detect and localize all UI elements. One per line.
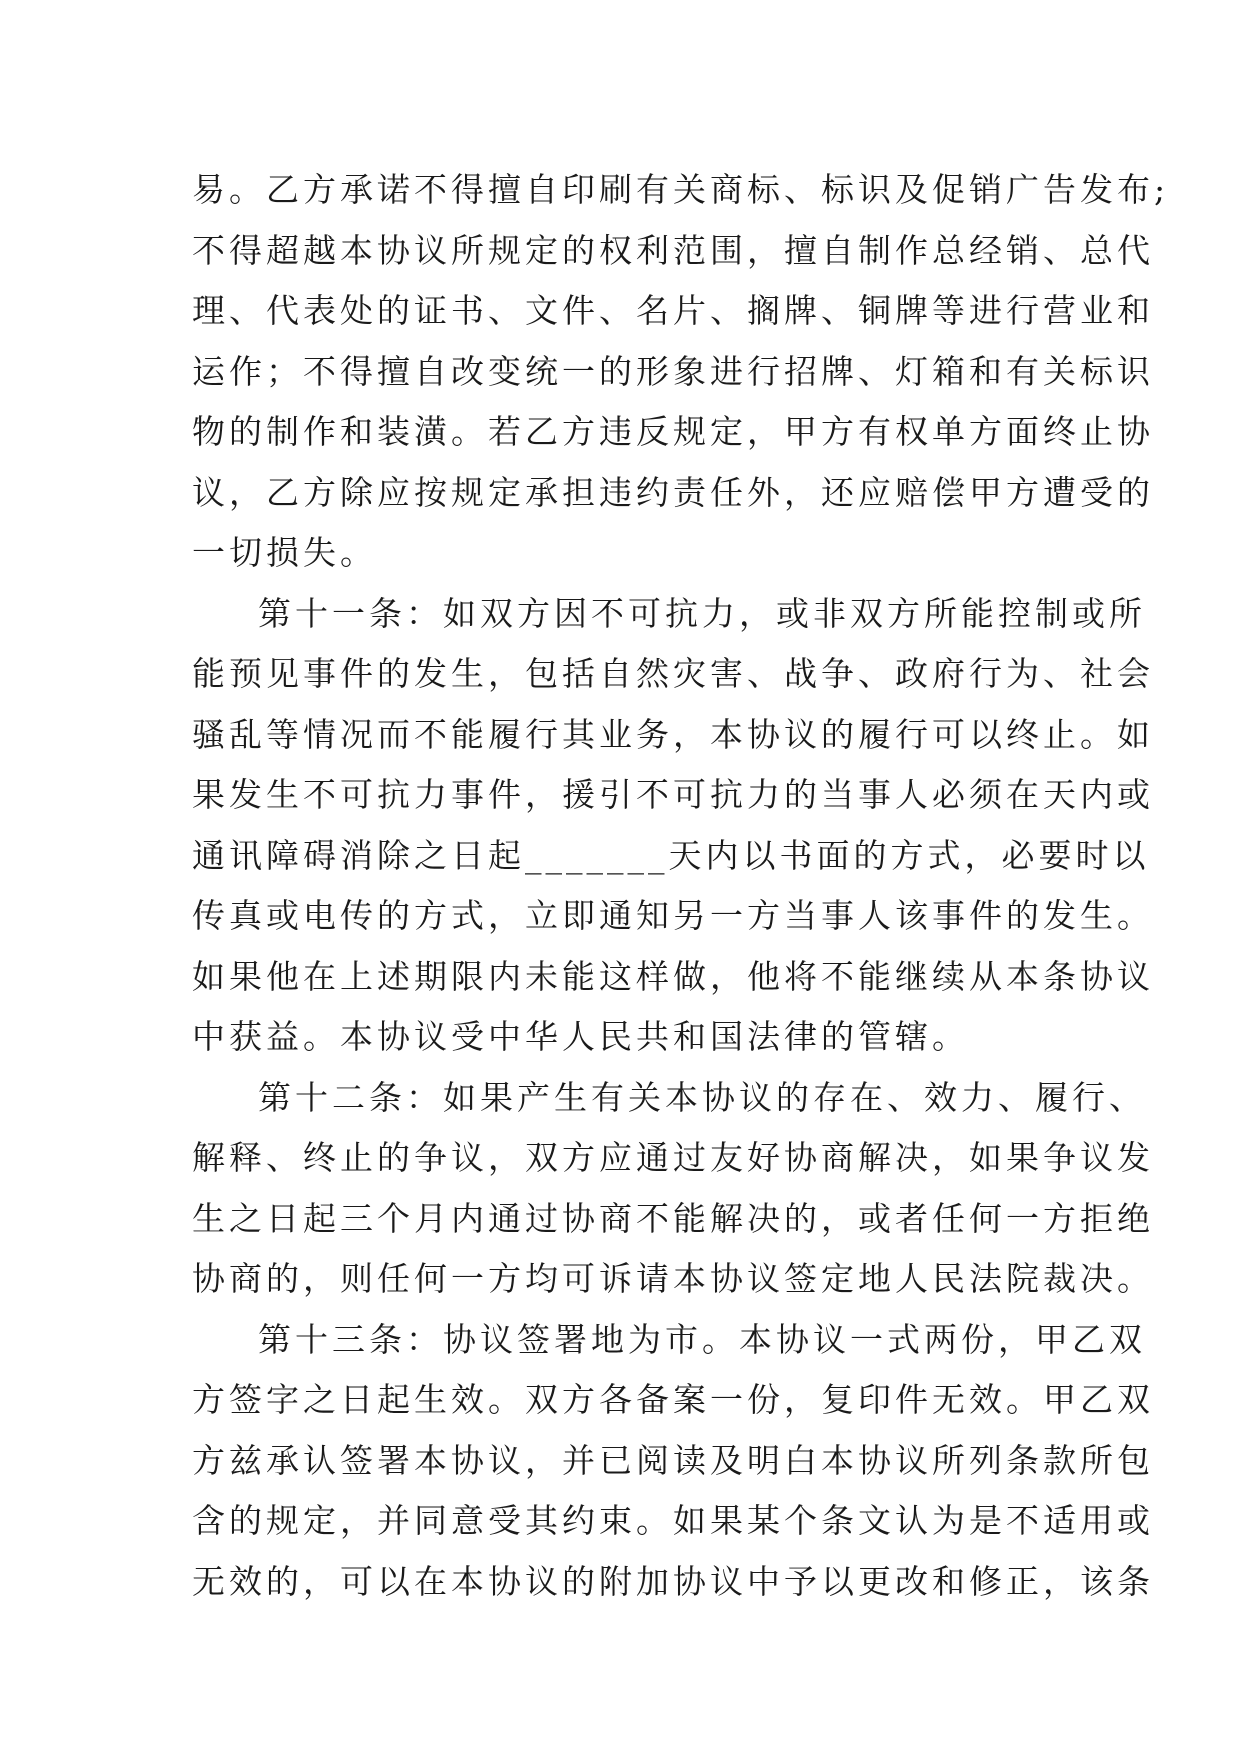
text-line: 一切损失。 bbox=[192, 533, 377, 572]
article-first-line: 第十一条：如双方因不可抗力，或非双方所能控制或所 bbox=[258, 593, 1146, 633]
document-body bbox=[192, 160, 1170, 1612]
text-line: 解释、终止的争议，双方应通过友好协商解决，如果争议发 bbox=[192, 1138, 1154, 1177]
text-line: 易。乙方承诺不得擅自印刷有关商标、标识及促销广告发布; bbox=[192, 170, 1170, 209]
text-line: 通讯障碍消除之日起_______天内以书面的方式，必要时以 bbox=[192, 835, 1150, 875]
text-line: 果发生不可抗力事件，援引不可抗力的当事人必须在天内或 bbox=[192, 775, 1154, 814]
text-line: 无效的，可以在本协议的附加协议中予以更改和修正，该条 bbox=[192, 1561, 1154, 1601]
text-line: 物的制作和装潢。若乙方违反规定，甲方有权单方面终止协 bbox=[192, 412, 1154, 451]
text-line: 运作；不得擅自改变统一的形象进行招牌、灯箱和有关标识 bbox=[192, 351, 1154, 391]
article-first-line: 第十三条：协议签署地为市。本协议一式两份，甲乙双 bbox=[258, 1319, 1146, 1359]
text-line: 方兹承认签署本协议，并已阅读及明白本协议所列条款所包 bbox=[192, 1440, 1154, 1480]
text-line: 方签字之日起生效。双方各备案一份，复印件无效。甲乙双 bbox=[192, 1380, 1154, 1419]
text-line: 中获益。本协议受中华人民共和国法律的管辖。 bbox=[192, 1017, 969, 1056]
text-line: 骚乱等情况而不能履行其业务，本协议的履行可以终止。如 bbox=[192, 714, 1154, 754]
text-line: 传真或电传的方式，立即通知另一方当事人该事件的发生。 bbox=[192, 896, 1154, 935]
article-first-line: 第十二条：如果产生有关本协议的存在、效力、履行、 bbox=[258, 1077, 1146, 1117]
text-line: 含的规定，并同意受其约束。如果某个条文认为是不适用或 bbox=[192, 1501, 1154, 1540]
text-line: 不得超越本协议所规定的权利范围，擅自制作总经销、总代 bbox=[192, 230, 1154, 270]
text-line: 协商的，则任何一方均可诉请本协议签定地人民法院裁决。 bbox=[192, 1259, 1154, 1298]
text-line: 生之日起三个月内通过协商不能解决的，或者任何一方拒绝 bbox=[192, 1198, 1154, 1238]
text-line: 如果他在上述期限内未能这样做，他将不能继续从本条协议 bbox=[192, 956, 1154, 996]
text-line: 理、代表处的证书、文件、名片、搁牌、铜牌等进行营业和 bbox=[192, 291, 1154, 330]
text-line: 能预见事件的发生，包括自然灾害、战争、政府行为、社会 bbox=[192, 654, 1154, 693]
text-line: 议，乙方除应按规定承担违约责任外，还应赔偿甲方遭受的 bbox=[192, 472, 1154, 512]
